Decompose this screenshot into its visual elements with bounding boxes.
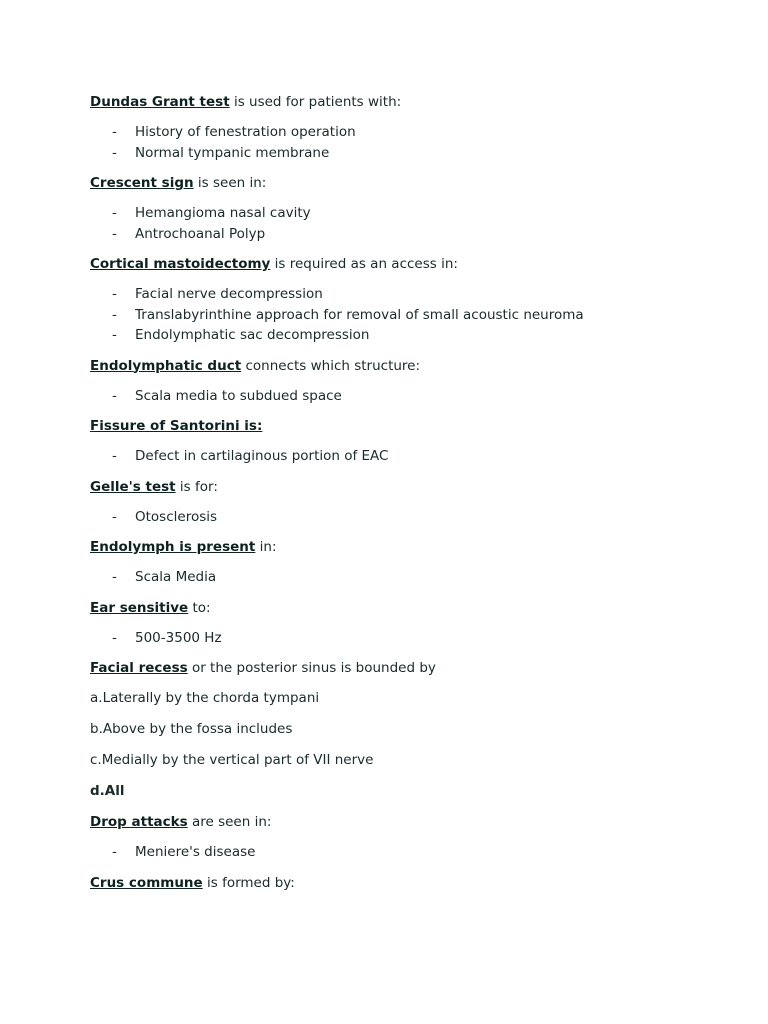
answer-item: - Endolymphatic sac decompression [90, 325, 710, 346]
question-term: Facial recess [90, 660, 188, 676]
answer-option: d.All [90, 783, 125, 799]
question-text: is required as an access in: [270, 256, 458, 272]
question-text: is seen in: [193, 175, 267, 191]
question-heading [90, 873, 710, 893]
answer-list [90, 842, 710, 863]
question-term: Fissure of Santorini is: [90, 418, 263, 434]
question-text: is used for patients with: [229, 94, 402, 110]
answer-item: - Hemangioma nasal cavity [90, 203, 710, 224]
document-body [90, 92, 710, 903]
question-text: are seen in: [187, 814, 272, 830]
answer-list [90, 122, 710, 163]
answer-item: - Translabyrinthine approach for removal of small acoustic neuroma [90, 305, 710, 326]
answer-item: - Meniere's disease [90, 842, 710, 863]
question-heading [90, 477, 710, 497]
answer-item: - Facial nerve decompression [90, 284, 710, 305]
answer-list [90, 507, 710, 528]
question-text: or the posterior sinus is bounded by [187, 660, 436, 676]
answer-item: - Normal tympanic membrane [90, 143, 710, 164]
question-text: is for: [175, 478, 218, 495]
question-heading [90, 92, 710, 112]
answer-item: - History of fenestration operation [90, 122, 710, 143]
answer-list [90, 567, 710, 588]
answer-option: b.Above by the fossa includes [90, 721, 293, 737]
question-term: Endolymph is present [90, 539, 256, 555]
question-heading [90, 173, 710, 193]
question-term: Dundas Grant test [90, 94, 230, 110]
question-text: in: [255, 539, 277, 555]
answer-item: - Antrochoanal Polyp [90, 224, 710, 245]
answer-item: - 500-3500 Hz [90, 628, 710, 649]
question-term: Gelle's test [90, 478, 176, 495]
question-heading [90, 416, 710, 436]
question-term: Cortical mastoidectomy [90, 256, 271, 272]
question-heading [90, 598, 710, 618]
answer-list [90, 386, 710, 407]
answer-option: c.Medially by the vertical part of VII nerve [90, 752, 374, 768]
question-heading [90, 658, 710, 678]
answer-item: - Otosclerosis [90, 507, 710, 528]
question-text: is formed by: [202, 874, 295, 891]
answer-item: - Scala Media [90, 567, 710, 588]
answer-item: - Defect in cartilaginous portion of EAC [90, 446, 710, 467]
question-term: Endolymphatic duct [90, 357, 242, 374]
answer-list [90, 446, 710, 467]
question-term: Ear sensitive [90, 599, 189, 616]
question-text: connects which structure: [241, 357, 421, 374]
answer-list [90, 628, 710, 649]
question-heading [90, 537, 710, 557]
question-heading [90, 356, 710, 376]
answer-list [90, 284, 710, 346]
question-term: Crescent sign [90, 175, 194, 191]
question-term: Crus commune [90, 874, 203, 891]
question-heading [90, 254, 710, 274]
question-heading [90, 812, 710, 832]
answer-item: - Scala media to subdued space [90, 386, 710, 407]
question-text: to: [188, 599, 211, 616]
answer-option: a.Laterally by the chorda tympani [90, 690, 320, 706]
question-term: Drop attacks [90, 814, 188, 830]
answer-list [90, 203, 710, 244]
